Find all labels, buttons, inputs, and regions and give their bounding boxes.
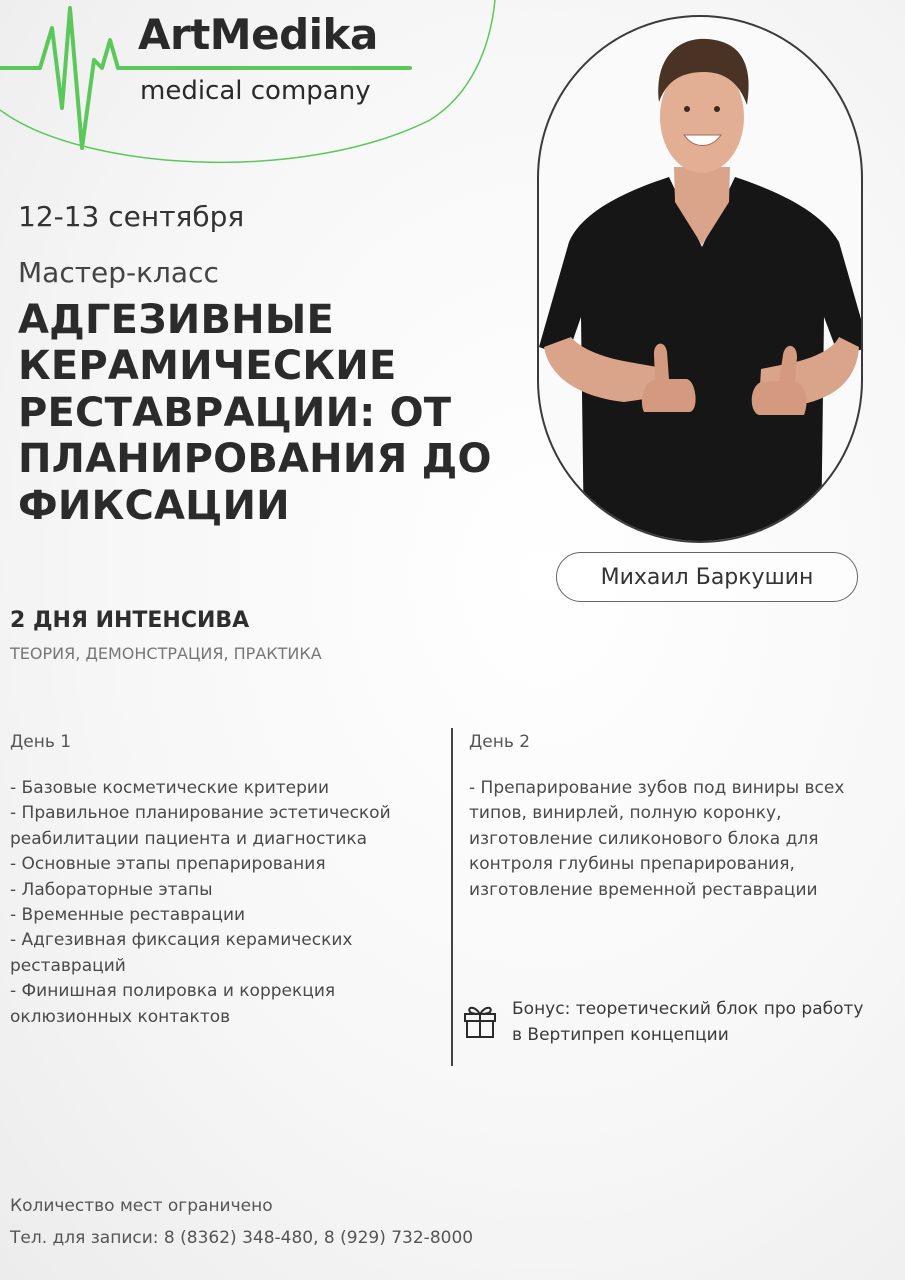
limited-seats-note: Количество мест ограничено	[10, 1196, 273, 1216]
list-item: - Лабораторные этапы	[10, 879, 213, 900]
list-item: - Финишная полировка и коррекция оклюзионных контактов	[10, 981, 336, 1027]
logo-wordmark: ArtMedika	[138, 10, 378, 59]
speaker-illustration	[539, 17, 863, 543]
event-subtitle: Мастер-класс	[18, 256, 219, 289]
list-item: - Правильное планирование эстетической реабилитации пациента и диагностика	[10, 803, 391, 849]
speaker-name-badge	[556, 552, 858, 602]
intensive-title: 2 ДНЯ ИНТЕНСИВА	[10, 608, 250, 633]
phone-contact: Тел. для записи: 8 (8362) 348-480, 8 (929) 732-8000	[10, 1228, 474, 1248]
bonus-text: Бонус: теоретический блок про работу в Вертипреп концепции	[512, 999, 864, 1045]
list-item: - Базовые косметические критерии	[10, 778, 329, 798]
list-item: - Адгезивная фиксация керамических реставраций	[10, 930, 353, 976]
day1-label: День 1	[10, 732, 72, 752]
logo-tagline: medical company	[140, 76, 371, 106]
event-title: АДГЕЗИВНЫЕ КЕРАМИЧЕСКИЕ РЕСТАВРАЦИИ: ОТ ПЛАНИРОВАНИЯ ДО ФИКСАЦИИ	[18, 297, 492, 529]
speaker-photo	[537, 15, 863, 543]
day1-program-list	[10, 776, 440, 1030]
day2-label: День 2	[469, 732, 531, 752]
list-item: - Препарирование зубов под виниры всех типов, винирлей, полную коронку, изготовление силиконового блока для контроля глубины препарирования, изготовление временной реставрации	[469, 778, 845, 900]
speaker-name: Михаил Баркушин	[600, 564, 814, 590]
day2-program-list	[469, 776, 889, 903]
intensive-subtitle: ТЕОРИЯ, ДЕМОНСТРАЦИЯ, ПРАКТИКА	[10, 644, 322, 663]
event-date: 12-13 сентября	[18, 200, 245, 233]
list-item: - Основные этапы препарирования	[10, 854, 326, 875]
gift-icon	[462, 1001, 498, 1039]
list-item: - Временные реставрации	[10, 905, 246, 926]
column-divider	[451, 728, 453, 1066]
